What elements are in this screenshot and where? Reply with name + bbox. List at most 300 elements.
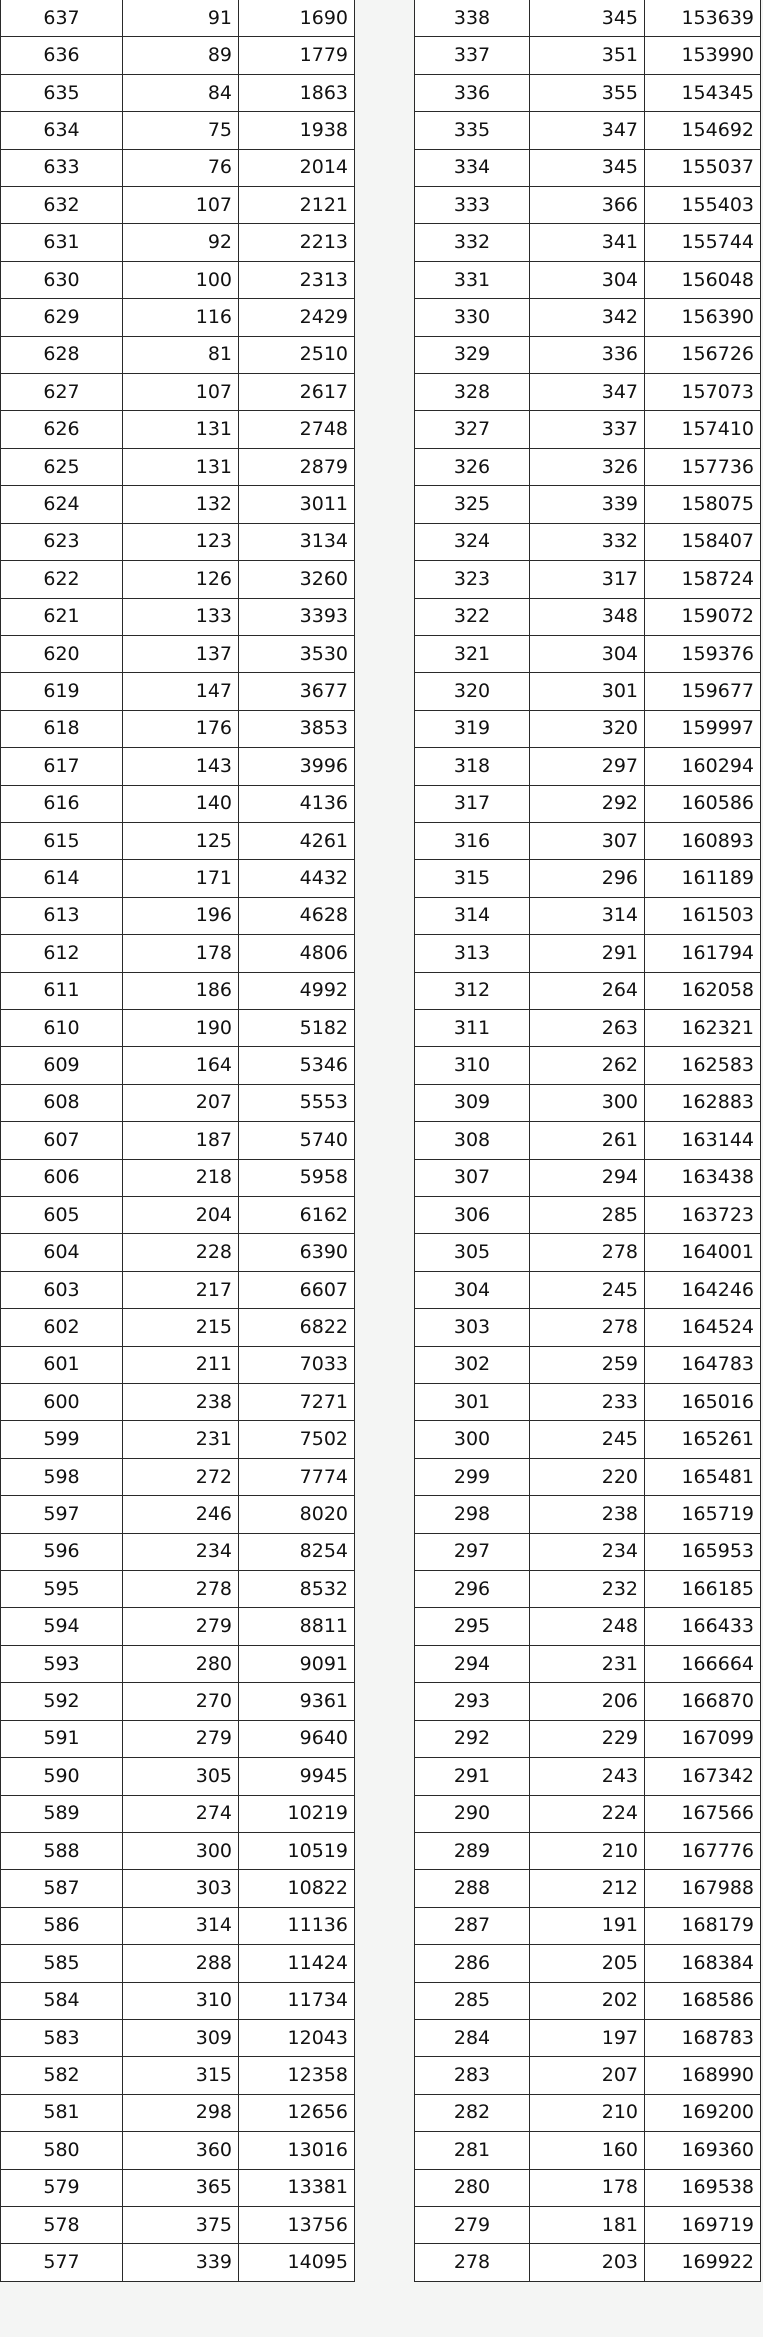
score-cell: 287 — [415, 1907, 530, 1944]
cumulative-cell: 165016 — [645, 1384, 761, 1421]
score-cell: 590 — [1, 1758, 123, 1795]
cumulative-cell: 161189 — [645, 860, 761, 897]
count-cell: 204 — [123, 1197, 239, 1234]
score-cell: 606 — [1, 1159, 123, 1196]
table-row — [415, 1907, 761, 1944]
score-cell: 308 — [415, 1122, 530, 1159]
table-row — [415, 2094, 761, 2131]
score-cell: 593 — [1, 1645, 123, 1682]
count-cell: 238 — [123, 1384, 239, 1421]
count-cell: 296 — [530, 860, 645, 897]
table-row — [1, 1832, 355, 1869]
cumulative-cell: 159376 — [645, 635, 761, 672]
cumulative-cell: 1690 — [239, 0, 355, 37]
table-row — [1, 1309, 355, 1346]
table-row — [1, 1458, 355, 1495]
count-cell: 231 — [530, 1645, 645, 1682]
table-row — [1, 1982, 355, 2019]
score-cell: 313 — [415, 935, 530, 972]
cumulative-cell: 4261 — [239, 822, 355, 859]
table-row — [415, 673, 761, 710]
count-cell: 279 — [123, 1720, 239, 1757]
count-cell: 164 — [123, 1047, 239, 1084]
score-cell: 289 — [415, 1832, 530, 1869]
score-cell: 611 — [1, 972, 123, 1009]
score-cell: 298 — [415, 1496, 530, 1533]
cumulative-cell: 157410 — [645, 411, 761, 448]
score-cell: 594 — [1, 1608, 123, 1645]
score-cell: 285 — [415, 1982, 530, 2019]
table-row — [415, 374, 761, 411]
table-row — [1, 374, 355, 411]
cumulative-cell: 165953 — [645, 1533, 761, 1570]
cumulative-cell: 10822 — [239, 1870, 355, 1907]
count-cell: 303 — [123, 1870, 239, 1907]
cumulative-cell: 11136 — [239, 1907, 355, 1944]
score-cell: 332 — [415, 224, 530, 261]
score-cell: 625 — [1, 448, 123, 485]
table-row — [415, 860, 761, 897]
table-row — [1, 1346, 355, 1383]
count-cell: 332 — [530, 523, 645, 560]
table-row — [415, 1047, 761, 1084]
table-row — [1, 1608, 355, 1645]
cumulative-cell: 10219 — [239, 1795, 355, 1832]
cumulative-cell: 11734 — [239, 1982, 355, 2019]
count-cell: 220 — [530, 1458, 645, 1495]
score-cell: 284 — [415, 2019, 530, 2056]
cumulative-cell: 6390 — [239, 1234, 355, 1271]
score-cell: 616 — [1, 785, 123, 822]
score-cell: 293 — [415, 1683, 530, 1720]
table-row — [1, 1795, 355, 1832]
table-row — [415, 336, 761, 373]
cumulative-cell: 7271 — [239, 1384, 355, 1421]
table-row — [1, 710, 355, 747]
table-row — [415, 1982, 761, 2019]
score-cell: 613 — [1, 897, 123, 934]
cumulative-cell: 7774 — [239, 1458, 355, 1495]
cumulative-cell: 4806 — [239, 935, 355, 972]
cumulative-cell: 155744 — [645, 224, 761, 261]
count-cell: 81 — [123, 336, 239, 373]
score-cell: 310 — [415, 1047, 530, 1084]
count-cell: 234 — [123, 1533, 239, 1570]
table-row — [1, 1496, 355, 1533]
score-cell: 580 — [1, 2132, 123, 2169]
count-cell: 274 — [123, 1795, 239, 1832]
score-cell: 600 — [1, 1384, 123, 1421]
table-row — [1, 37, 355, 74]
score-cell: 582 — [1, 2057, 123, 2094]
count-cell: 309 — [123, 2019, 239, 2056]
count-cell: 317 — [530, 561, 645, 598]
cumulative-cell: 165481 — [645, 1458, 761, 1495]
count-cell: 84 — [123, 74, 239, 111]
table-row — [1, 2206, 355, 2243]
count-cell: 178 — [123, 935, 239, 972]
cumulative-cell: 165719 — [645, 1496, 761, 1533]
score-cell: 309 — [415, 1084, 530, 1121]
count-cell: 202 — [530, 1982, 645, 2019]
count-cell: 272 — [123, 1458, 239, 1495]
table-row — [415, 261, 761, 298]
score-cell: 282 — [415, 2094, 530, 2131]
cumulative-cell: 3393 — [239, 598, 355, 635]
table-row — [1, 523, 355, 560]
score-cell: 336 — [415, 74, 530, 111]
score-cell: 632 — [1, 187, 123, 224]
count-cell: 307 — [530, 822, 645, 859]
score-cell: 337 — [415, 37, 530, 74]
cumulative-cell: 9361 — [239, 1683, 355, 1720]
count-cell: 143 — [123, 748, 239, 785]
score-cell: 333 — [415, 187, 530, 224]
count-cell: 298 — [123, 2094, 239, 2131]
count-cell: 178 — [530, 2169, 645, 2206]
score-cell: 629 — [1, 299, 123, 336]
table-row — [415, 1009, 761, 1046]
score-cell: 596 — [1, 1533, 123, 1570]
cumulative-cell: 3260 — [239, 561, 355, 598]
cumulative-cell: 5553 — [239, 1084, 355, 1121]
count-cell: 126 — [123, 561, 239, 598]
score-cell: 338 — [415, 0, 530, 37]
cumulative-cell: 5346 — [239, 1047, 355, 1084]
table-row — [1, 2169, 355, 2206]
count-cell: 301 — [530, 673, 645, 710]
table-row — [1, 1384, 355, 1421]
count-cell: 245 — [530, 1271, 645, 1308]
cumulative-cell: 158724 — [645, 561, 761, 598]
count-cell: 262 — [530, 1047, 645, 1084]
score-cell: 322 — [415, 598, 530, 635]
count-cell: 89 — [123, 37, 239, 74]
table-row — [415, 710, 761, 747]
table-row — [415, 187, 761, 224]
score-cell: 327 — [415, 411, 530, 448]
table-row — [415, 1496, 761, 1533]
count-cell: 270 — [123, 1683, 239, 1720]
count-cell: 215 — [123, 1309, 239, 1346]
count-cell: 292 — [530, 785, 645, 822]
table-row — [1, 1571, 355, 1608]
table-row — [1, 822, 355, 859]
score-cell: 318 — [415, 748, 530, 785]
table-row — [1, 1009, 355, 1046]
cumulative-cell: 9945 — [239, 1758, 355, 1795]
cumulative-cell: 158075 — [645, 486, 761, 523]
count-cell: 341 — [530, 224, 645, 261]
count-cell: 347 — [530, 112, 645, 149]
cumulative-cell: 157073 — [645, 374, 761, 411]
score-cell: 288 — [415, 1870, 530, 1907]
count-cell: 233 — [530, 1384, 645, 1421]
cumulative-cell: 164524 — [645, 1309, 761, 1346]
table-row — [415, 1945, 761, 1982]
count-cell: 243 — [530, 1758, 645, 1795]
count-cell: 147 — [123, 673, 239, 710]
cumulative-cell: 166433 — [645, 1608, 761, 1645]
count-cell: 285 — [530, 1197, 645, 1234]
cumulative-cell: 153990 — [645, 37, 761, 74]
table-row — [415, 2206, 761, 2243]
table-row — [415, 0, 761, 37]
cumulative-cell: 3996 — [239, 748, 355, 785]
cumulative-cell: 5958 — [239, 1159, 355, 1196]
cumulative-cell: 156390 — [645, 299, 761, 336]
score-cell: 317 — [415, 785, 530, 822]
table-row — [1, 561, 355, 598]
table-row — [1, 149, 355, 186]
count-cell: 288 — [123, 1945, 239, 1982]
score-cell: 605 — [1, 1197, 123, 1234]
cumulative-cell: 6607 — [239, 1271, 355, 1308]
cumulative-cell: 156726 — [645, 336, 761, 373]
cumulative-cell: 13756 — [239, 2206, 355, 2243]
score-cell: 615 — [1, 822, 123, 859]
table-row — [1, 187, 355, 224]
table-row — [415, 1309, 761, 1346]
count-cell: 100 — [123, 261, 239, 298]
cumulative-cell: 2213 — [239, 224, 355, 261]
cumulative-cell: 155037 — [645, 149, 761, 186]
cumulative-cell: 159997 — [645, 710, 761, 747]
cumulative-cell: 4432 — [239, 860, 355, 897]
table-row — [415, 1421, 761, 1458]
count-cell: 224 — [530, 1795, 645, 1832]
cumulative-cell: 7502 — [239, 1421, 355, 1458]
count-cell: 228 — [123, 1234, 239, 1271]
count-cell: 137 — [123, 635, 239, 672]
score-cell: 319 — [415, 710, 530, 747]
table-row — [415, 1234, 761, 1271]
count-cell: 345 — [530, 149, 645, 186]
cumulative-cell: 166870 — [645, 1683, 761, 1720]
count-cell: 320 — [530, 710, 645, 747]
score-cell: 599 — [1, 1421, 123, 1458]
count-cell: 123 — [123, 523, 239, 560]
table-row — [1, 897, 355, 934]
cumulative-cell: 161503 — [645, 897, 761, 934]
score-cell: 286 — [415, 1945, 530, 1982]
score-table-left — [0, 0, 355, 2282]
score-cell: 602 — [1, 1309, 123, 1346]
cumulative-cell: 8532 — [239, 1571, 355, 1608]
score-cell: 628 — [1, 336, 123, 373]
table-row — [1, 673, 355, 710]
table-row — [1, 1945, 355, 1982]
count-cell: 259 — [530, 1346, 645, 1383]
table-row — [415, 149, 761, 186]
score-cell: 279 — [415, 2206, 530, 2243]
cumulative-cell: 10519 — [239, 1832, 355, 1869]
cumulative-cell: 12358 — [239, 2057, 355, 2094]
score-cell: 592 — [1, 1683, 123, 1720]
cumulative-cell: 2313 — [239, 261, 355, 298]
table-row — [1, 1907, 355, 1944]
count-cell: 231 — [123, 1421, 239, 1458]
score-cell: 601 — [1, 1346, 123, 1383]
score-cell: 329 — [415, 336, 530, 373]
table-row — [1, 1047, 355, 1084]
count-cell: 304 — [530, 261, 645, 298]
table-row — [1, 74, 355, 111]
count-cell: 310 — [123, 1982, 239, 2019]
cumulative-cell: 169360 — [645, 2132, 761, 2169]
score-cell: 622 — [1, 561, 123, 598]
count-cell: 210 — [530, 1832, 645, 1869]
score-cell: 301 — [415, 1384, 530, 1421]
count-cell: 314 — [123, 1907, 239, 1944]
count-cell: 337 — [530, 411, 645, 448]
score-cell: 312 — [415, 972, 530, 1009]
count-cell: 176 — [123, 710, 239, 747]
cumulative-cell: 2510 — [239, 336, 355, 373]
score-cell: 607 — [1, 1122, 123, 1159]
cumulative-cell: 162883 — [645, 1084, 761, 1121]
score-cell: 311 — [415, 1009, 530, 1046]
score-cell: 334 — [415, 149, 530, 186]
cumulative-cell: 162321 — [645, 1009, 761, 1046]
score-cell: 583 — [1, 2019, 123, 2056]
score-cell: 603 — [1, 1271, 123, 1308]
score-cell: 299 — [415, 1458, 530, 1495]
cumulative-cell: 3134 — [239, 523, 355, 560]
score-cell: 303 — [415, 1309, 530, 1346]
cumulative-cell: 168783 — [645, 2019, 761, 2056]
cumulative-cell: 169538 — [645, 2169, 761, 2206]
count-cell: 212 — [530, 1870, 645, 1907]
cumulative-cell: 11424 — [239, 1945, 355, 1982]
cumulative-cell: 4628 — [239, 897, 355, 934]
table-row — [1, 1533, 355, 1570]
cumulative-cell: 4992 — [239, 972, 355, 1009]
cumulative-cell: 160893 — [645, 822, 761, 859]
table-row — [1, 411, 355, 448]
cumulative-cell: 167988 — [645, 1870, 761, 1907]
score-cell: 626 — [1, 411, 123, 448]
cumulative-cell: 167776 — [645, 1832, 761, 1869]
score-cell: 630 — [1, 261, 123, 298]
cumulative-cell: 2429 — [239, 299, 355, 336]
score-cell: 587 — [1, 1870, 123, 1907]
count-cell: 294 — [530, 1159, 645, 1196]
count-cell: 171 — [123, 860, 239, 897]
score-cell: 280 — [415, 2169, 530, 2206]
cumulative-cell: 9640 — [239, 1720, 355, 1757]
cumulative-cell: 8811 — [239, 1608, 355, 1645]
score-cell: 300 — [415, 1421, 530, 1458]
cumulative-cell: 167099 — [645, 1720, 761, 1757]
count-cell: 186 — [123, 972, 239, 1009]
cumulative-cell: 12043 — [239, 2019, 355, 2056]
cumulative-cell: 154692 — [645, 112, 761, 149]
score-cell: 588 — [1, 1832, 123, 1869]
cumulative-cell: 162058 — [645, 972, 761, 1009]
score-cell: 315 — [415, 860, 530, 897]
cumulative-cell: 1863 — [239, 74, 355, 111]
table-row — [1, 860, 355, 897]
table-row — [415, 598, 761, 635]
score-cell: 617 — [1, 748, 123, 785]
count-cell: 75 — [123, 112, 239, 149]
count-cell: 92 — [123, 224, 239, 261]
count-cell: 107 — [123, 374, 239, 411]
count-cell: 300 — [123, 1832, 239, 1869]
table-row — [415, 561, 761, 598]
table-row — [415, 74, 761, 111]
table-row — [415, 1832, 761, 1869]
score-cell: 614 — [1, 860, 123, 897]
cumulative-cell: 1938 — [239, 112, 355, 149]
score-cell: 609 — [1, 1047, 123, 1084]
score-cell: 577 — [1, 2244, 123, 2281]
score-cell: 314 — [415, 897, 530, 934]
table-row — [415, 486, 761, 523]
score-cell: 326 — [415, 448, 530, 485]
count-cell: 304 — [530, 635, 645, 672]
count-cell: 278 — [530, 1309, 645, 1346]
score-cell: 328 — [415, 374, 530, 411]
score-cell: 635 — [1, 74, 123, 111]
score-cell: 291 — [415, 1758, 530, 1795]
cumulative-cell: 6822 — [239, 1309, 355, 1346]
table-row — [1, 748, 355, 785]
count-cell: 187 — [123, 1122, 239, 1159]
score-cell: 634 — [1, 112, 123, 149]
cumulative-cell: 161794 — [645, 935, 761, 972]
count-cell: 291 — [530, 935, 645, 972]
cumulative-cell: 164783 — [645, 1346, 761, 1383]
table-row — [415, 1645, 761, 1682]
cumulative-cell: 159677 — [645, 673, 761, 710]
score-cell: 302 — [415, 1346, 530, 1383]
score-cell: 281 — [415, 2132, 530, 2169]
count-cell: 261 — [530, 1122, 645, 1159]
cumulative-cell: 4136 — [239, 785, 355, 822]
count-cell: 210 — [530, 2094, 645, 2131]
score-cell: 618 — [1, 710, 123, 747]
cumulative-cell: 168179 — [645, 1907, 761, 1944]
table-row — [1, 785, 355, 822]
count-cell: 348 — [530, 598, 645, 635]
table-row — [415, 1795, 761, 1832]
table-row — [415, 1384, 761, 1421]
table-row — [415, 1346, 761, 1383]
cumulative-cell: 3853 — [239, 710, 355, 747]
cumulative-cell: 164001 — [645, 1234, 761, 1271]
score-cell: 581 — [1, 2094, 123, 2131]
table-row — [415, 1683, 761, 1720]
count-cell: 278 — [123, 1571, 239, 1608]
cumulative-cell: 160294 — [645, 748, 761, 785]
count-cell: 91 — [123, 0, 239, 37]
table-row — [1, 1159, 355, 1196]
score-cell: 321 — [415, 635, 530, 672]
table-row — [415, 1870, 761, 1907]
cumulative-cell: 169200 — [645, 2094, 761, 2131]
count-cell: 191 — [530, 1907, 645, 1944]
table-row — [415, 2057, 761, 2094]
count-cell: 234 — [530, 1533, 645, 1570]
score-cell: 324 — [415, 523, 530, 560]
count-cell: 339 — [123, 2244, 239, 2281]
score-cell: 304 — [415, 1271, 530, 1308]
score-cell: 591 — [1, 1720, 123, 1757]
count-cell: 140 — [123, 785, 239, 822]
score-cell: 624 — [1, 486, 123, 523]
